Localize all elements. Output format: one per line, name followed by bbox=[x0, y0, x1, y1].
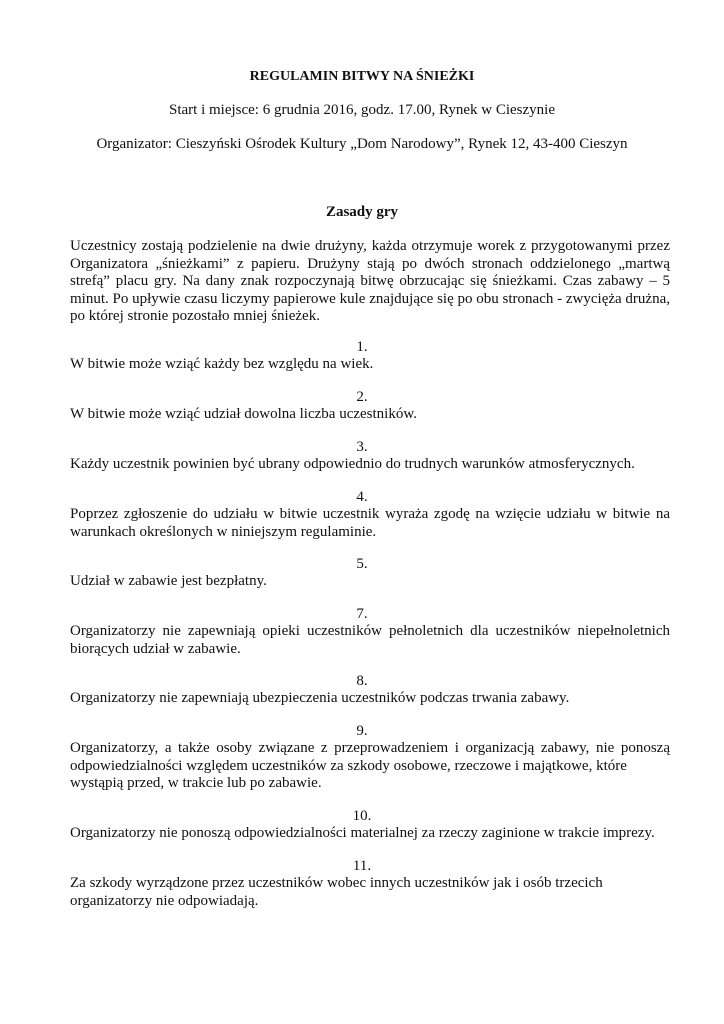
rule-text bbox=[70, 356, 670, 374]
rule-line: Organizatorzy nie zapewniają ubezpieczenia uczestników podczas trwania zabawy. bbox=[70, 690, 570, 706]
document-title: REGULAMIN BITWY NA ŚNIEŻKI bbox=[249, 69, 475, 84]
rule-line: Każdy uczestnik powinien być ubrany odpowiednio do trudnych warunków atmosferycznych. bbox=[70, 456, 635, 472]
rule-text bbox=[70, 573, 670, 591]
rule-number: 10. bbox=[352, 808, 372, 824]
rule-line: Organizatorzy nie zapewniają opieki uczestników pełnoletnich dla uczestników niepełnoletnich bbox=[70, 623, 670, 639]
rule-text bbox=[70, 825, 670, 843]
section-title: Zasady gry bbox=[325, 204, 399, 220]
rule-number: 4. bbox=[356, 489, 368, 505]
rule-line: W bitwie może wziąć udział dowolna liczba uczestników. bbox=[70, 406, 417, 422]
intro-line: po której stronie pozostało mniej śnieżek. bbox=[70, 308, 320, 324]
intro-line: Organizatora „śnieżkami” z papieru. Drużyny stają po dwóch stronach oddzielonego „martwą bbox=[70, 255, 670, 272]
organizer-line: Organizator: Cieszyński Ośrodek Kultury „Dom Narodowy”, Rynek 12, 43-400 Cieszyn bbox=[96, 136, 628, 152]
intro-paragraph bbox=[70, 238, 670, 326]
rule-text bbox=[70, 456, 670, 474]
rule-text bbox=[70, 623, 670, 658]
rule-line: organizatorzy nie odpowiadają. bbox=[70, 892, 259, 909]
start-place-line: Start i miejsce: 6 grudnia 2016, godz. 17.00, Rynek w Cieszynie bbox=[168, 102, 555, 118]
rule-number: 9. bbox=[356, 723, 368, 739]
rule-line: Organizatorzy nie ponoszą odpowiedzialności materialnej za rzeczy zaginione w trakcie imprezy. bbox=[70, 825, 655, 841]
rule-number: 3. bbox=[356, 439, 368, 455]
rule-line: Poprzez zgłoszenie do udziału w bitwie uczestnik wyraża zgodę na wzięcie udziału w bitwie na bbox=[70, 506, 670, 522]
rule-line: wystąpią przed, w trakcie lub po zabawie. bbox=[70, 775, 322, 791]
rule-line: W bitwie może wziąć każdy bez względu na wiek. bbox=[70, 356, 374, 372]
rule-line: warunkach określonych w niniejszym regulaminie. bbox=[70, 523, 377, 540]
rule-number: 8. bbox=[356, 673, 368, 689]
intro-line: strefą” placu gry. Na dany znak rozpoczynają bitwę obrzucając się śnieżkami. Czas zabawy – 5 bbox=[70, 273, 670, 289]
rule-number: 7. bbox=[356, 606, 368, 622]
rule-line: Organizatorzy, a także osoby związane z przeprowadzeniem i organizacją zabawy, nie ponoszą bbox=[70, 740, 670, 756]
rule-line: Za szkody wyrządzone przez uczestników wobec innych uczestników jak i osób trzecich bbox=[70, 875, 603, 891]
rule-text bbox=[70, 506, 670, 541]
rule-line: odpowiedzialności względem uczestników za szkody osobowe, rzeczowe i majątkowe, które bbox=[70, 757, 627, 774]
rule-text bbox=[70, 690, 670, 708]
rule-line: biorących udział w zabawie. bbox=[70, 640, 241, 657]
rule-line: Udział w zabawie jest bezpłatny. bbox=[70, 573, 267, 589]
rule-text bbox=[70, 875, 670, 910]
rule-number: 2. bbox=[356, 389, 368, 405]
intro-line: minut. Po upływie czasu liczymy papierowe kule znajdujące się po obu stronach - zwycięża drużna, bbox=[70, 290, 670, 307]
intro-line: Uczestnicy zostają podzielenie na dwie drużyny, każda otrzymuje worek z przygotowanymi przez bbox=[70, 238, 670, 254]
rule-number: 5. bbox=[356, 556, 368, 572]
rule-text bbox=[70, 406, 670, 424]
rule-number: 1. bbox=[356, 339, 368, 355]
rule-number: 11. bbox=[352, 858, 372, 874]
rule-text bbox=[70, 740, 670, 793]
